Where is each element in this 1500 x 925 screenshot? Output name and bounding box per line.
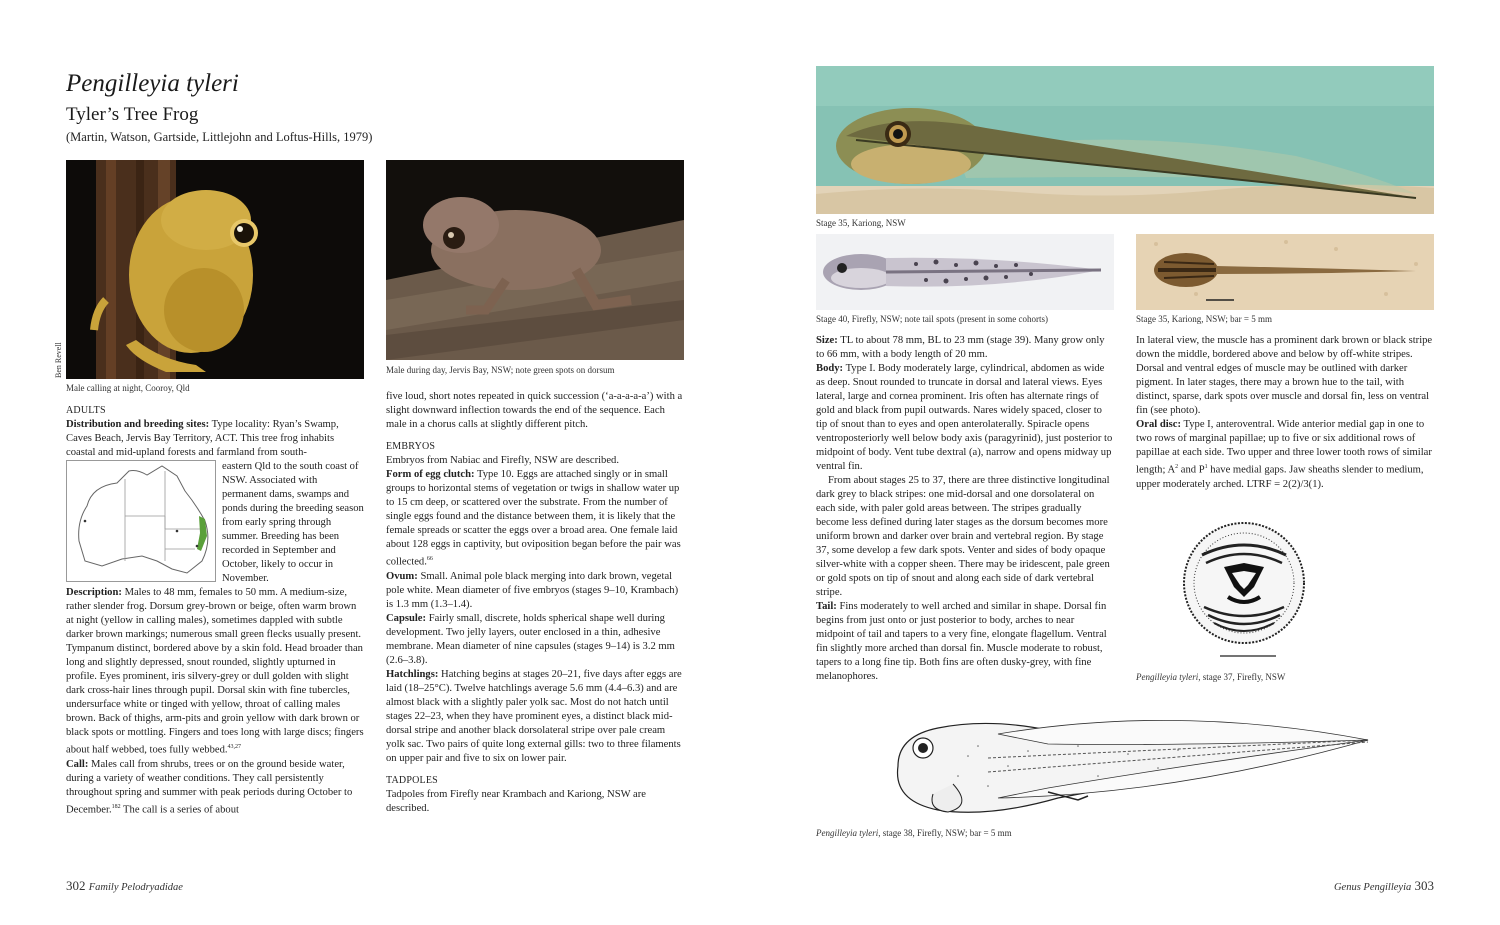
ref-egg-clutch: 66	[426, 556, 433, 562]
label-hatchlings: Hatchlings:	[386, 668, 439, 680]
text-call-continued: five loud, short notes repeated in quick succession (‘a-a-a-a-a’) with a slight downward inflection towards the end of the sequence. Each male in a chorus calls at slightly different pitch.	[386, 391, 683, 430]
photo-male-calling	[66, 160, 364, 379]
text-column-3	[816, 334, 1114, 684]
text-distribution-a: Type locality: Ryan’s Swamp, Caves Beach, Jervis Bay Territory, ACT. This tree frog inhabits coastal and mid-upland forests and farmland from south-	[66, 419, 339, 458]
text-tail: Fins moderately to well arched and similar in shape. Dorsal fin begins from just onto or just posterior to body, arches to near midpoint of tail and tapers to a very fine, elongate flagellum. Ventral fin slightly more arched than dorsal fin. Muscle moderate to robust, tapers to a long fine tip. Both fins are often dusky-grey, with fine melanophores.	[816, 601, 1107, 682]
text-lateral-view: In lateral view, the muscle has a prominent dark brown or black stripe down the middle, bordered above and below by off-white stripes. Dorsal and ventral edges of muscle may be outlined with darker pigment. In later stages, there may a brown hue to the tail, with distinct, sparse, dark spots over muscle and dorsal fin, less on ventral fin (see photo).	[1136, 335, 1433, 416]
text-body: Type I. Body moderately large, cylindrical, abdomen as wide as deep. Snout rounded to truncate in dorsal and lateral views. Eyes lateral, large and cornea prominent. Iris often has alternate rings of gold and black from pupil outwards. Nares widely spaced, closer to tip of snout than to eyes and open anterolaterally. Spiracle opens ventroposteriorly well below body axis (paragyrinid), just posterior to midpoint of body. Vent tube dextral (a), narrow and opens midway up ventral fin.	[816, 363, 1113, 472]
drawing-caption-rest: , stage 38, Firefly, NSW; bar = 5 mm	[878, 828, 1012, 838]
folio-right	[1334, 878, 1434, 894]
text-embryos-intro: Embryos from Nabiac and Firefly, NSW are described.	[386, 455, 619, 466]
text-hatchlings: Hatching begins at stages 20–21, five days after eggs are laid (18–25°C). Twelve hatchlings average 5.6 mm (4.4–6.3) and are almost black with a slightly paler yolk sac. Most do not hatch until stages 22–23, when they have prominent eyes, a distinct black mid-dorsal stripe and another black dorsolateral stripe over pale cream yolk sac. Two pairs of quite long external gills: two to three filaments on upper pair and five to six on lower pair.	[386, 668, 682, 764]
folio-text-right: Genus Pengilleyia	[1333, 882, 1412, 893]
label-ovum: Ovum:	[386, 570, 418, 582]
text-column-1	[66, 404, 364, 817]
drawing-oral-disc	[1180, 515, 1308, 660]
text-capsule: Fairly small, discrete, holds spherical shape well during development. Two jelly layers, outer enclosed in a thin, adhesive membrane. Mean diameter of nine capsules (stages 9–14) is 3.2 mm (2.6–3.8).	[386, 612, 675, 666]
species-authority: (Martin, Watson, Gartside, Littlejohn and Loftus-Hills, 1979)	[66, 130, 373, 144]
page-number-left: 302	[66, 878, 86, 893]
text-oral-a: Type I, anteroventral. Wide anterior medial gap in one to two rows of marginal papillae; up to five or six additional rows of papillae at each side. Two upper and three lower tooth rows of similar length; A	[1136, 419, 1432, 476]
text-column-4	[1136, 334, 1434, 492]
folio-text-left: Family Pelodryadidae	[88, 882, 183, 893]
ref-description: 43,27	[227, 744, 242, 750]
map-australia	[66, 460, 216, 582]
text-column-2	[386, 390, 684, 816]
right-page	[750, 0, 1500, 925]
drawing-tadpole-stage38	[878, 706, 1372, 821]
heading-tadpoles: TADPOLES	[386, 774, 438, 786]
text-body-2: From about stages 25 to 37, there are three distinctive longitudinal dark grey to black stripes: one mid-dorsal and one dorsolateral on each side, with paler gold areas between. The stripes gradually become less defined during later stages as the dorsum becomes more uniform brown and darker over brain and vertebral region. By stage 37, some develop a few dark spots. Venter and sides of body opaque silver-white with a copper sheen. There may be iridescent, pale green or gold spots on tip of snout and along each side of dark vertebral stripe.	[816, 475, 1110, 598]
heading-adults: ADULTS	[66, 405, 106, 416]
drawing-caption-italic: Pengilleyia tyleri	[816, 828, 879, 838]
photo-credit: Ben Revell	[54, 342, 63, 378]
photo-tadpole-stage40	[816, 234, 1114, 310]
caption-mid-right: Stage 35, Kariong, NSW; bar = 5 mm	[1136, 314, 1272, 324]
page-number-right: 303	[1414, 878, 1434, 893]
label-egg-clutch: Form of egg clutch:	[386, 469, 475, 480]
text-call: Males call from shrubs, trees or on the ground beside water, during a variety of weather conditions. They call persistently throughout spring and summer with peak periods during October to December.	[66, 758, 353, 816]
photo-tadpole-stage35-dorsal	[1136, 234, 1434, 310]
oral-caption-rest: , stage 37, Firefly, NSW	[1198, 672, 1286, 682]
oral-caption-italic: Pengilleyia tyleri	[1136, 672, 1199, 682]
caption-oral-disc	[1136, 672, 1285, 683]
label-size: Size:	[816, 335, 838, 346]
label-body: Body:	[816, 363, 844, 374]
text-distribution-b: eastern Qld to the south coast of NSW. Associated with permanent dams, swamps and ponds during the breeding season from early spring through summer. Breeding has been recorded in September and October, likely to occur in November.	[222, 461, 364, 584]
text-tadpoles-intro: Tadpoles from Firefly near Krambach and Kariong, NSW are described.	[386, 788, 646, 814]
heading-embryos: EMBRYOS	[386, 441, 436, 452]
caption-photo-2: Male during day, Jervis Bay, NSW; note green spots on dorsum	[386, 365, 615, 375]
text-call-end: The call is a series of about	[120, 804, 239, 816]
text-oral-c: have medial gaps. Jaw sheaths slender to medium, upper moderately arched. LTRF = 2(2)/3(1).	[1136, 464, 1424, 490]
caption-top: Stage 35, Kariong, NSW	[816, 218, 906, 228]
text-size: TL to about 78 mm, BL to 23 mm (stage 39). Many grow only to 66 mm, with a body length of 20 mm.	[816, 335, 1105, 360]
photo-male-day	[386, 160, 684, 360]
text-egg-clutch: Type 10. Eggs are attached singly or in small groups to horizontal stems of vegetation or twigs in shallow water up to 15 cm deep, or scattered over the substrate. From the number of single eggs found and the distance between them, it is likely that the female spreads or scatter the eggs over a broad area. One female laid about 128 eggs in captivity, but oviposition began before the pair was collected.	[386, 469, 681, 568]
oral-sup-1: 2	[1175, 464, 1179, 470]
text-ovum: Small. Animal pole black merging into dark brown, vegetal pole white. Mean diameter of five embryos (stages 9–10, Krambach) is 1.3 mm (1.3–1.4).	[386, 570, 679, 610]
folio-left	[66, 878, 183, 894]
label-description: Description:	[66, 587, 122, 598]
label-oral-disc: Oral disc:	[1136, 419, 1182, 430]
caption-mid-left: Stage 40, Firefly, NSW; note tail spots (present in some cohorts)	[816, 314, 1049, 324]
label-distribution: Distribution and breeding sites:	[66, 419, 210, 430]
species-common-name: Tyler’s Tree Frog	[66, 104, 199, 125]
species-latin-name: Pengilleyia tyleri	[66, 70, 239, 97]
caption-drawing	[816, 828, 1012, 839]
label-call: Call:	[66, 758, 89, 770]
photo-tadpole-stage35-lateral	[816, 66, 1434, 214]
label-capsule: Capsule:	[386, 612, 427, 624]
oral-sup-2: 1	[1204, 464, 1208, 470]
label-tail: Tail:	[816, 601, 837, 612]
text-description: Males to 48 mm, females to 50 mm. A medium-size, rather slender frog. Dorsum grey-brown or beige, often warm brown at night (yellow in calling males), sometimes dappled with subtle darker brown markings; numerous small green flecks usually present. Tympanum distinct, bordered above by a skin fold. Head broader than long and slightly depressed, snout rounded, slightly upturned in profile. Eyes prominent, iris silvery-grey or dull golden with slight dark cross-hair lines through pupil. Dorsal skin with fine tubercles, undersurface white or tinged with yellow, throat of calling males brown. Back of thighs, arm-pits and groin yellow with dark brown or black spots or mottling. Fingers and toes long with large discs; fingers about half webbed, toes fully webbed.	[66, 587, 364, 756]
caption-photo-1: Male calling at night, Cooroy, Qld	[66, 383, 190, 393]
text-oral-b: and P	[1178, 464, 1205, 476]
ref-call: 182	[111, 803, 121, 810]
